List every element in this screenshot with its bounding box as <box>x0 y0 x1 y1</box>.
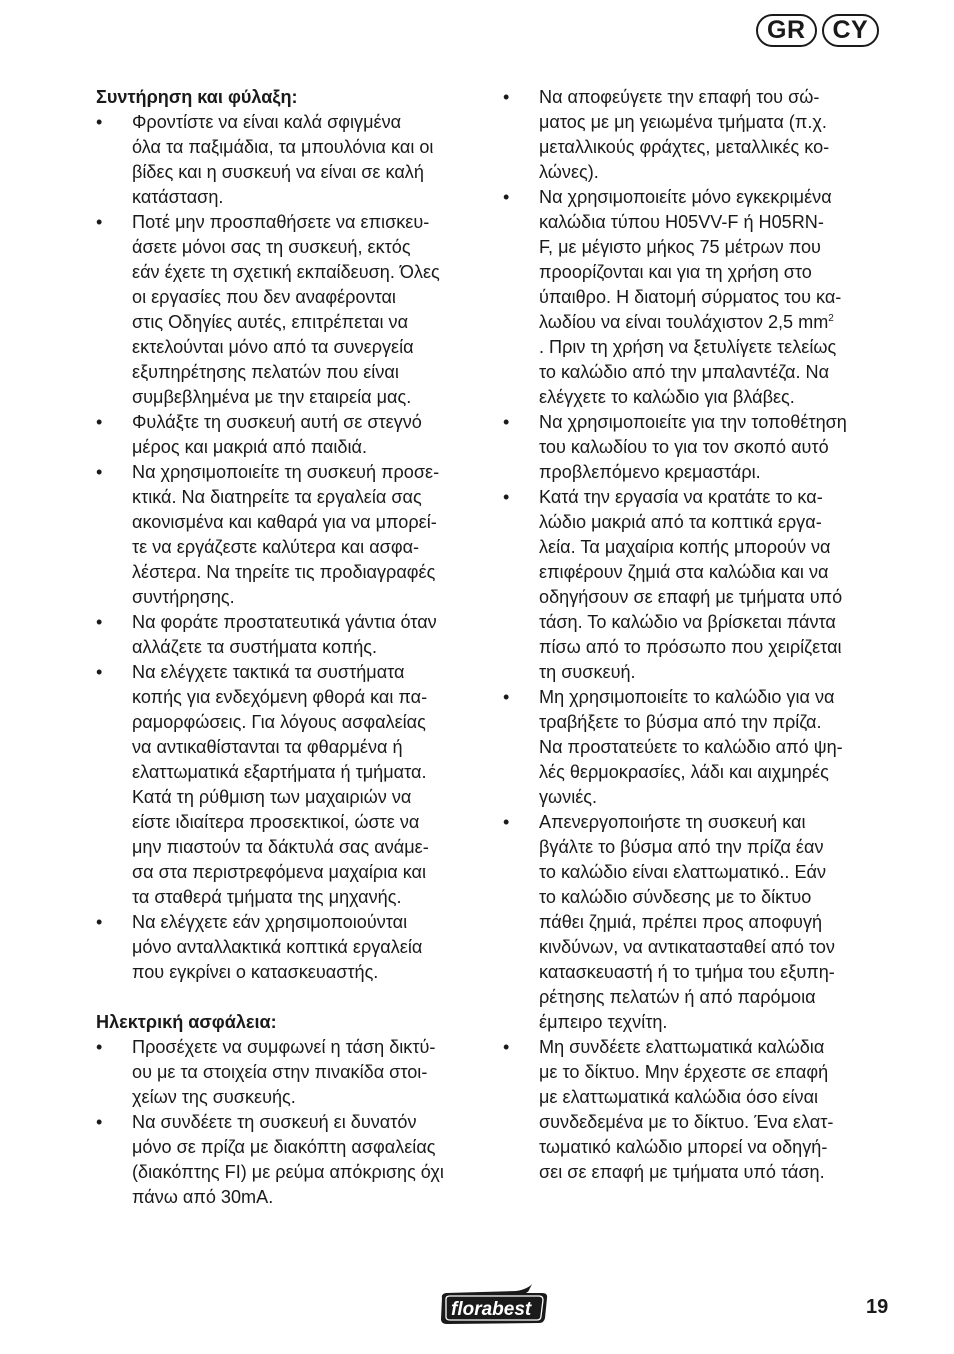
item-text-line: προορίζονται και για τη χρήση στο <box>539 262 812 282</box>
item-text-line: οδηγήσουν σε επαφή με τμήματα υπό <box>539 587 843 607</box>
item-text-line: ματος με μη γειωμένα τμήματα (π.χ. <box>539 112 827 132</box>
list-item <box>96 110 482 210</box>
bullet-marker: • <box>503 87 510 107</box>
item-text-line: λώνες). <box>539 162 599 182</box>
item-text-line: πίσω από το πρόσωπο που χειρίζεται <box>539 637 842 657</box>
bullet-marker: • <box>96 912 103 932</box>
item-text-line: Προσέχετε να συμφωνεί η τάση δικτύ- <box>132 1037 436 1057</box>
item-text-line: βίδες και η συσκευή να είναι σε καλή <box>132 162 424 182</box>
item-text-line: Να συνδέετε τη συσκευή ει δυνατόν <box>132 1112 417 1132</box>
item-text-line: (διακόπτης FI) με ρεύμα απόκρισης όχι <box>132 1162 444 1182</box>
language-badges <box>756 14 879 47</box>
item-text-line: του καλωδίου το για τον σκοπό αυτό <box>539 437 829 457</box>
bullet-marker: • <box>96 612 103 632</box>
list-item <box>503 810 893 1035</box>
superscript-squared: 2 <box>828 313 834 324</box>
item-text-line: F, με μέγιστο μήκος 75 μέτρων που <box>539 237 821 257</box>
item-text-line: κατασκευαστή ή το τμήμα του εξυπη- <box>539 962 835 982</box>
item-text-line: συνδεδεμένα με το δίκτυο. Ένα ελατ- <box>539 1112 834 1132</box>
item-text-line: να αντικαθίστανται τα φθαρμένα ή <box>132 737 403 757</box>
florabest-logo <box>438 1284 550 1328</box>
item-text-line: στις Οδηγίες αυτές, επιτρέπεται να <box>132 312 409 332</box>
section-heading-maintenance: Συντήρηση και φύλαξη: <box>96 87 298 107</box>
item-text-line: με ελαττωματικά καλώδια όσο είναι <box>539 1087 819 1107</box>
item-text-line: μεταλλικούς φράχτες, μεταλλικές κο- <box>539 137 830 157</box>
item-text-line: είστε ιδιαίτερα προσεκτικοί, ώστε να <box>132 812 420 832</box>
item-text-line: μέρος και μακριά από παιδιά. <box>132 437 367 457</box>
item-text-line: ακονισμένα και καθαρά για να μπορεί- <box>132 512 437 532</box>
bullet-marker: • <box>96 212 103 232</box>
maintenance-list <box>96 110 482 985</box>
item-text-line: ραμορφώσεις. Για λόγους ασφαλείας <box>132 712 426 732</box>
bullet-marker: • <box>503 187 510 207</box>
item-text-line: πάθει ζημιά, πρέπει προς αποφυγή <box>539 912 823 932</box>
item-text-line: ύπαιθρο. Η διατομή σύρματος του κα- <box>539 287 842 307</box>
item-text-line: το καλώδιο από την μπαλαντέζα. Να <box>539 362 830 382</box>
item-text-line: συμβεβλημένα με την εταιρεία μας. <box>132 387 412 407</box>
item-text-line: Μη συνδέετε ελαττωματικά καλώδια <box>539 1037 825 1057</box>
bullet-marker: • <box>96 1112 103 1132</box>
item-text-line: Φυλάξτε τη συσκευή αυτή σε στεγνό <box>132 412 422 432</box>
item-text-line: Κατά τη ρύθμιση των μαχαιριών να <box>132 787 412 807</box>
item-text-line: το καλώδιο σύνδεσης με το δίκτυο <box>539 887 812 907</box>
item-text-line: πάνω από 30mA. <box>132 1187 274 1207</box>
item-text-line: Να χρησιμοποιείτε μόνο εγκεκριμένα <box>539 187 832 207</box>
item-text-line: Να αποφεύγετε την επαφή του σώ- <box>539 87 820 107</box>
item-text-line: εάν έχετε τη σχετική εκπαίδευση. Όλες <box>132 262 440 282</box>
item-text-line: άσετε μόνοι σας τη συσκευή, εκτός <box>132 237 411 257</box>
list-item <box>503 85 893 185</box>
section-heading-electrical-safety: Ηλεκτρική ασφάλεια: <box>96 1012 277 1032</box>
item-text-line: σει σε επαφή με τμήματα υπό τάση. <box>539 1162 825 1182</box>
item-text-line: τη συσκευή. <box>539 662 636 682</box>
item-text-line: χείων της συσκευής. <box>132 1087 296 1107</box>
bullet-marker: • <box>96 1037 103 1057</box>
list-item <box>503 1035 893 1185</box>
bullet-marker: • <box>96 412 103 432</box>
page-number: 19 <box>866 1296 889 1318</box>
list-item <box>503 485 893 685</box>
item-text-line: το καλώδιο είναι ελαττωματικό.. Εάν <box>539 862 827 882</box>
right-column <box>503 85 893 1185</box>
item-text-line: κτικά. Να διατηρείτε τα εργαλεία σας <box>132 487 422 507</box>
language-badge-gr: GR <box>756 14 817 47</box>
item-text-line: προβλεπόμενο κρεμαστάρι. <box>539 462 761 482</box>
item-text-line: τα σταθερά τμήματα της μηχανής. <box>132 887 402 907</box>
bullet-marker: • <box>503 412 510 432</box>
bullet-marker: • <box>503 487 510 507</box>
item-text-line: ελαττωματικά εξαρτήματα ή τμήματα. <box>132 762 427 782</box>
item-text-line: κατάσταση. <box>132 187 224 207</box>
item-text-line: Να χρησιμοποιείτε για την τοποθέτηση <box>539 412 847 432</box>
item-text-line: μόνο σε πρίζα με διακόπτη ασφαλείας <box>132 1137 436 1157</box>
item-text-line: σα στα περιστρεφόμενα μαχαίρια και <box>132 862 427 882</box>
item-text-line: έμπειρο τεχνίτη. <box>539 1012 668 1032</box>
item-text-line: καλώδια τύπου H05VV-F ή H05RN- <box>539 212 824 232</box>
logo-text: florabest <box>451 1299 532 1320</box>
electrical-safety-list <box>96 1035 482 1210</box>
item-text-line: όλα τα παξιμάδια, τα μπουλόνια και οι <box>132 137 434 157</box>
item-text-line: οι εργασίες που δεν αναφέρονται <box>132 287 396 307</box>
item-text-line: . Πριν τη χρήση να ξετυλίγετε τελείως <box>539 337 837 357</box>
bullet-marker: • <box>503 812 510 832</box>
language-badge-cy: CY <box>822 14 880 47</box>
item-text-line: λώδιο μακριά από τα κοπτικά εργα- <box>539 512 822 532</box>
list-item <box>96 460 482 610</box>
item-text-line: εκτελούνται μόνο από τα συνεργεία <box>132 337 414 357</box>
item-text-line: μην πιαστούν τα δάκτυλά σας ανάμε- <box>132 837 429 857</box>
list-item <box>503 185 893 410</box>
item-text-line: Μη χρησιμοποιείτε το καλώδιο για να <box>539 687 835 707</box>
electrical-safety-list-continued <box>503 85 893 1185</box>
item-text-line: Ποτέ μην προσπαθήσετε να επισκευ- <box>132 212 430 232</box>
list-item <box>96 210 482 410</box>
list-item <box>503 685 893 810</box>
item-text-line: τωματικό καλώδιο μπορεί να οδηγή- <box>539 1137 828 1157</box>
list-item <box>96 910 482 985</box>
list-item <box>96 410 482 460</box>
list-item <box>96 660 482 910</box>
item-text-line: λέστερα. Να τηρείτε τις προδιαγραφές <box>132 562 436 582</box>
item-text-line: ρέτησης πελατών ή από παρόμοια <box>539 987 816 1007</box>
bullet-marker: • <box>503 687 510 707</box>
item-text-line: συντήρησης. <box>132 587 235 607</box>
item-text-line: αλλάζετε τα συστήματα κοπής. <box>132 637 378 657</box>
bullet-marker: • <box>96 112 103 132</box>
item-text-line: εξυπηρέτησης πελατών που είναι <box>132 362 399 382</box>
item-text-line: τάση. Το καλώδιο να βρίσκεται πάντα <box>539 612 836 632</box>
item-text-line: κινδύνων, να αντικατασταθεί από τον <box>539 937 835 957</box>
item-text-line: λωδίου να είναι τουλάχιστον 2,5 $mm^2$ <box>539 312 834 332</box>
item-text-line: επιφέρουν ζημιά στα καλώδια και να <box>539 562 829 582</box>
item-text-line: κοπής για ενδεχόμενη φθορά και πα- <box>132 687 428 707</box>
item-text-line: λεία. Τα μαχαίρια κοπής μπορούν να <box>539 537 831 557</box>
list-item <box>96 1035 482 1110</box>
item-text-line: που εγκρίνει ο κατασκευαστής. <box>132 962 379 982</box>
item-text-line: Να φοράτε προστατευτικά γάντια όταν <box>132 612 437 632</box>
item-text-line: ου με τα στοιχεία στην πινακίδα στοι- <box>132 1062 428 1082</box>
item-text-line: Να ελέγχετε τακτικά τα συστήματα <box>132 662 405 682</box>
item-text-line: λές θερμοκρασίες, λάδι και αιχμηρές <box>539 762 829 782</box>
item-text-line: Φροντίστε να είναι καλά σφιγμένα <box>132 112 402 132</box>
item-text-line: μόνο ανταλλακτικά κοπτικά εργαλεία <box>132 937 423 957</box>
item-text-line: Να ελέγχετε εάν χρησιμοποιούνται <box>132 912 408 932</box>
bullet-marker: • <box>96 662 103 682</box>
list-item <box>96 610 482 660</box>
item-text-line: Κατά την εργασία να κρατάτε το κα- <box>539 487 823 507</box>
bullet-marker: • <box>96 462 103 482</box>
list-item <box>96 1110 482 1210</box>
item-text-line: τραβήξετε το βύσμα από την πρίζα. <box>539 712 822 732</box>
item-text-line: Να προστατεύετε το καλώδιο από ψη- <box>539 737 843 757</box>
item-text-line: Απενεργοποιήστε τη συσκευή και <box>539 812 806 832</box>
item-text-line: ελέγχετε το καλώδιο για βλάβες. <box>539 387 795 407</box>
bullet-marker: • <box>503 1037 510 1057</box>
item-text-line: γωνιές. <box>539 787 598 807</box>
item-text-line: τε να εργάζεστε καλύτερα και ασφα- <box>132 537 420 557</box>
item-text-line: με το δίκτυο. Μην έρχεστε σε επαφή <box>539 1062 829 1082</box>
item-text-line: Να χρησιμοποιείτε τη συσκευή προσε- <box>132 462 440 482</box>
item-text-line: βγάλτε το βύσμα από την πρίζα έαν <box>539 837 824 857</box>
left-column <box>96 85 482 1210</box>
section-spacer <box>96 985 482 1010</box>
list-item <box>503 410 893 485</box>
